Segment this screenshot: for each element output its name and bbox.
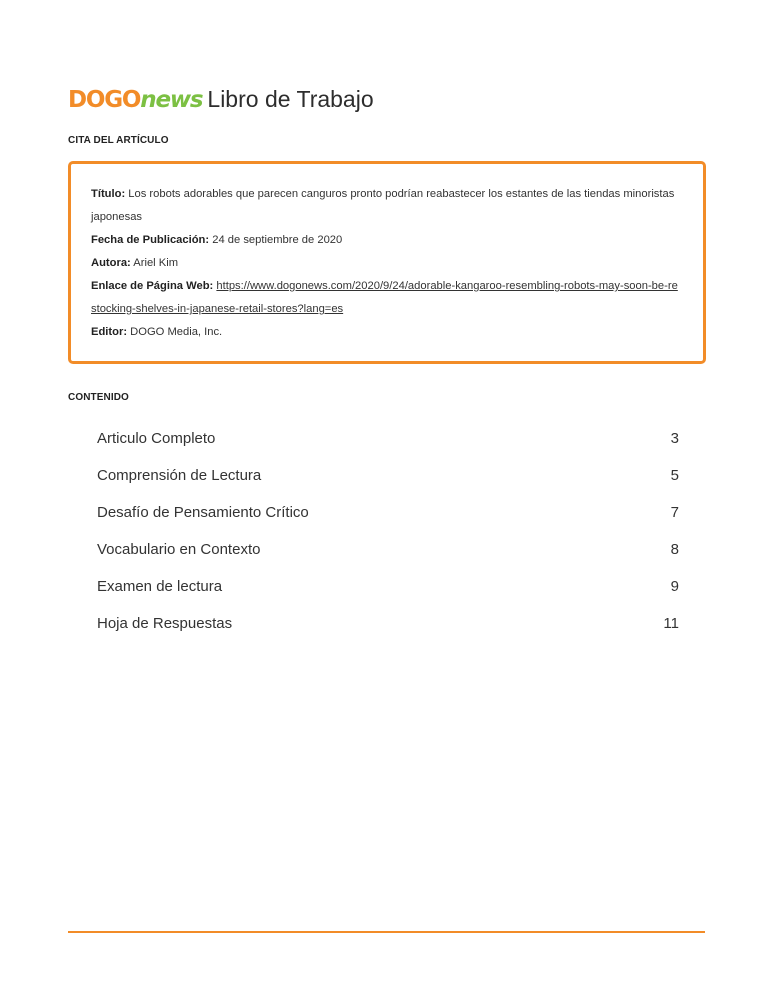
toc-item-title: Examen de lectura bbox=[97, 578, 223, 595]
toc-item-page: 9 bbox=[670, 578, 679, 595]
toc-item[interactable] bbox=[97, 420, 679, 457]
dogonews-logo bbox=[68, 87, 202, 113]
citation-date-row bbox=[91, 229, 681, 252]
toc-item[interactable] bbox=[97, 531, 679, 568]
toc-item-title: Comprensión de Lectura bbox=[97, 467, 262, 484]
page-title: Libro de Trabajo bbox=[207, 86, 374, 112]
citation-title-row bbox=[91, 183, 681, 229]
toc-item-page: 7 bbox=[670, 504, 679, 521]
toc-item[interactable] bbox=[97, 605, 679, 642]
citation-date-value: 24 de septiembre de 2020 bbox=[212, 234, 343, 246]
citation-box bbox=[68, 161, 706, 364]
page-header bbox=[68, 86, 374, 120]
contents-section-label: CONTENIDO bbox=[68, 392, 129, 403]
toc-item-title: Hoja de Respuestas bbox=[97, 615, 233, 632]
toc-item-page: 11 bbox=[663, 615, 679, 632]
citation-web-link[interactable]: https://www.dogonews.com/2020/9/24/adorable-kangaroo-resembling-robots-may-soon-be-restocking-shelves-in-japanese-retail-stores?lang=es bbox=[91, 280, 678, 315]
toc-item-page: 8 bbox=[670, 541, 679, 558]
citation-author-value: Ariel Kim bbox=[133, 257, 179, 269]
citation-editor-key: Editor: bbox=[91, 326, 128, 338]
toc-item-page: 3 bbox=[670, 430, 679, 447]
citation-title-value: Los robots adorables que parecen canguros pronto podrían reabastecer los estantes de las tiendas minoristas japonesas bbox=[91, 188, 675, 223]
citation-section-label: CITA DEL ARTÍCULO bbox=[68, 135, 169, 146]
citation-link-key: Enlace de Página Web: bbox=[91, 280, 214, 292]
citation-editor-row bbox=[91, 321, 681, 344]
toc-item-title: Articulo Completo bbox=[97, 430, 216, 447]
citation-content bbox=[91, 183, 681, 344]
toc-item-page: 5 bbox=[670, 467, 679, 484]
logo-dogo-text: DOGO bbox=[68, 87, 141, 113]
toc-item[interactable] bbox=[97, 568, 679, 605]
citation-author-row bbox=[91, 252, 681, 275]
logo-news-text: news bbox=[140, 87, 203, 113]
toc-item-title: Desafío de Pensamiento Crítico bbox=[97, 504, 309, 521]
citation-title-key: Título: bbox=[91, 188, 126, 200]
toc-item-title: Vocabulario en Contexto bbox=[97, 541, 261, 558]
citation-link-row bbox=[91, 275, 681, 321]
citation-editor-value: DOGO Media, Inc. bbox=[130, 326, 223, 338]
citation-date-key: Fecha de Publicación: bbox=[91, 234, 210, 246]
toc-item[interactable] bbox=[97, 494, 679, 531]
footer-divider bbox=[68, 931, 705, 933]
citation-author-key: Autora: bbox=[91, 257, 131, 269]
toc-item[interactable] bbox=[97, 457, 679, 494]
table-of-contents bbox=[97, 420, 679, 642]
